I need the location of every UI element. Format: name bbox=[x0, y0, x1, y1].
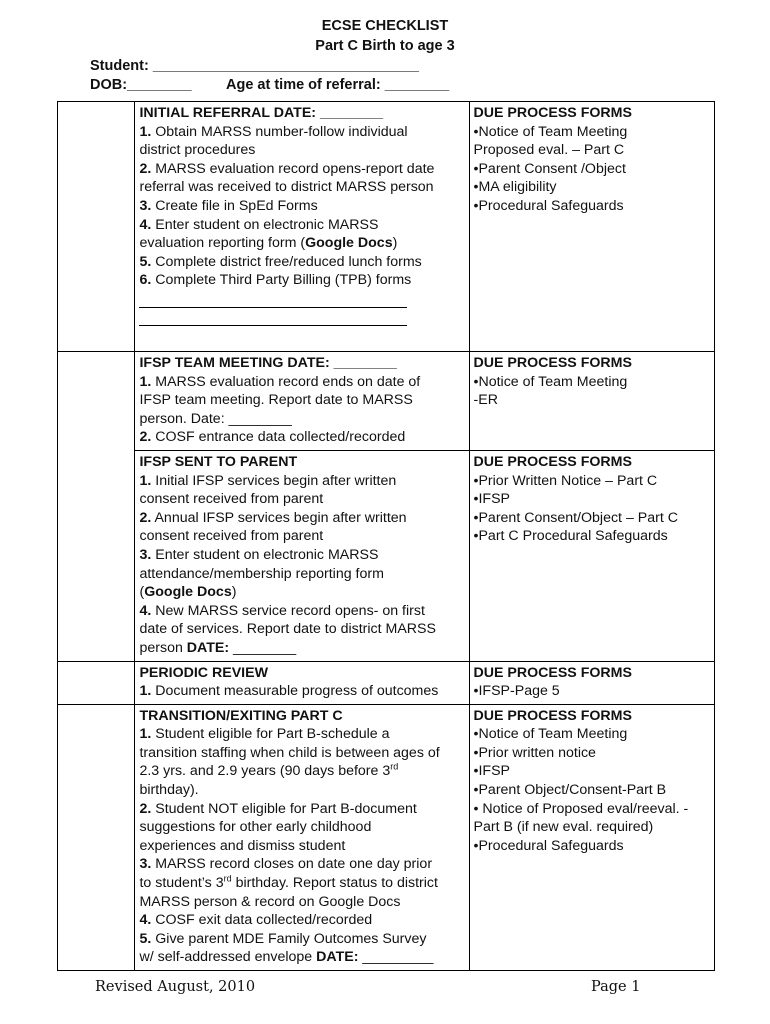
check-cell bbox=[58, 704, 135, 970]
step-item: 4. New MARSS service record opens- on first bbox=[139, 602, 425, 619]
section-heading: IFSP SENT TO PARENT bbox=[139, 453, 298, 470]
step-item: 5. Complete district free/reduced lunch forms bbox=[139, 253, 422, 270]
form-item: -ER bbox=[473, 392, 498, 409]
forms-heading: DUE PROCESS FORMS bbox=[473, 664, 632, 681]
step-item: 3. Create file in SpEd Forms bbox=[139, 197, 318, 214]
form-item: •MA eligibility bbox=[473, 179, 557, 196]
transition-forms bbox=[469, 704, 715, 970]
section-heading: IFSP TEAM MEETING DATE: ________ bbox=[139, 355, 397, 371]
step-item: 1. MARSS evaluation record ends on date of bbox=[139, 373, 421, 390]
step-text: consent received from parent bbox=[139, 491, 324, 508]
step-item: 1. Document measurable progress of outcomes bbox=[139, 683, 439, 700]
step-text: date of services. Report date to district MARSS bbox=[139, 621, 436, 638]
check-cell bbox=[58, 661, 135, 704]
step-item: 1. Initial IFSP services begin after written bbox=[139, 472, 397, 489]
ifsp-sent-steps bbox=[135, 450, 469, 661]
step-text: to student’s 3rd birthday. Report status to district bbox=[139, 873, 438, 892]
step-text: birthday). bbox=[139, 782, 199, 799]
form-item: •IFSP bbox=[473, 763, 511, 780]
step-item: 1. Student eligible for Part B-schedule a bbox=[139, 726, 390, 743]
checklist-table bbox=[57, 101, 715, 971]
step-text: 2.3 yrs. and 2.9 years (90 days before 3rd bbox=[139, 761, 399, 780]
step-text: person DATE: ________ bbox=[139, 639, 297, 656]
step-item: 3. Enter student on electronic MARSS bbox=[139, 546, 379, 563]
form-item: •Notice of Team Meeting bbox=[473, 726, 628, 743]
forms-heading: DUE PROCESS FORMS bbox=[473, 707, 632, 724]
forms-heading: DUE PROCESS FORMS bbox=[473, 105, 632, 121]
form-item: •Notice of Team Meeting bbox=[473, 123, 628, 140]
form-item: •Notice of Team Meeting bbox=[473, 373, 628, 390]
step-item: 4. COSF exit data collected/recorded bbox=[139, 912, 373, 929]
section-periodic-review bbox=[58, 661, 715, 704]
form-item: Part B (if new eval. required) bbox=[473, 819, 654, 836]
form-item: •Prior Written Notice – Part C bbox=[473, 472, 658, 489]
section-heading: PERIODIC REVIEW bbox=[139, 664, 268, 681]
ifsp-sent-forms bbox=[469, 450, 715, 661]
section-heading: INITIAL REFERRAL DATE: ________ bbox=[139, 105, 384, 121]
age-at-referral-field: Age at time of referral: ________ bbox=[226, 77, 450, 93]
step-item: 4. Enter student on electronic MARSS bbox=[139, 216, 379, 233]
step-text: IFSP team meeting. Report date to MARSS bbox=[139, 392, 413, 409]
step-item: 2. MARSS evaluation record opens-report date bbox=[139, 160, 435, 177]
form-item: •Prior written notice bbox=[473, 744, 596, 761]
step-text: evaluation reporting form (Google Docs) bbox=[139, 235, 398, 252]
document-title: ECSE CHECKLIST bbox=[321, 18, 449, 34]
check-cell bbox=[58, 102, 135, 352]
step-item: 6. Complete Third Party Billing (TPB) forms bbox=[139, 272, 412, 289]
periodic-review-steps bbox=[135, 661, 469, 704]
step-item: 1. Obtain MARSS number-follow individual bbox=[139, 123, 408, 140]
revised-date: Revised August, 2010 bbox=[95, 979, 256, 995]
forms-heading: DUE PROCESS FORMS bbox=[473, 355, 632, 371]
step-item: 5. Give parent MDE Family Outcomes Survey bbox=[139, 930, 427, 947]
section-heading: TRANSITION/EXITING PART C bbox=[139, 707, 343, 724]
document-subtitle: Part C Birth to age 3 bbox=[315, 38, 455, 54]
step-text: MARSS person & record on Google Docs bbox=[139, 893, 401, 910]
step-text: suggestions for other early childhood bbox=[139, 819, 372, 836]
form-item: •Part C Procedural Safeguards bbox=[473, 528, 668, 545]
section-ifsp-sent-to-parent bbox=[58, 450, 715, 661]
form-item: •Parent Object/Consent-Part B bbox=[473, 782, 667, 799]
form-item: •Parent Consent/Object – Part C bbox=[473, 509, 678, 526]
step-text: attendance/membership reporting form bbox=[139, 565, 384, 582]
transition-steps bbox=[135, 704, 469, 970]
forms-heading: DUE PROCESS FORMS bbox=[473, 453, 632, 470]
ifsp-meeting-steps bbox=[135, 352, 469, 451]
step-text: district procedures bbox=[139, 142, 256, 159]
student-field: Student: _________________________________ bbox=[90, 58, 419, 74]
step-text: experiences and dismiss student bbox=[139, 837, 346, 854]
step-text: consent received from parent bbox=[139, 528, 324, 545]
initial-referral-forms bbox=[469, 102, 715, 352]
step-text: w/ self-addressed envelope DATE: _________ bbox=[139, 949, 434, 966]
check-cell bbox=[58, 352, 135, 662]
dob-field: DOB:________ bbox=[90, 77, 192, 93]
initial-referral-steps bbox=[135, 102, 469, 352]
step-text: transition staffing when child is between ages of bbox=[139, 744, 440, 761]
form-item: •Procedural Safeguards bbox=[473, 837, 624, 854]
section-ifsp-team-meeting bbox=[58, 352, 715, 451]
blank-line bbox=[139, 308, 407, 326]
form-item: •IFSP bbox=[473, 491, 511, 508]
form-item: •Procedural Safeguards bbox=[473, 197, 624, 214]
step-item: 3. MARSS record closes on date one day prior bbox=[139, 856, 433, 873]
step-item: 2. Student NOT eligible for Part B-document bbox=[139, 800, 417, 817]
step-text: referral was received to district MARSS person bbox=[139, 179, 434, 196]
step-text: person. Date: ________ bbox=[139, 410, 292, 427]
step-text: (Google Docs) bbox=[139, 584, 237, 601]
form-item: •Parent Consent /Object bbox=[473, 160, 626, 177]
blank-line bbox=[139, 290, 407, 308]
periodic-review-forms bbox=[469, 661, 715, 704]
section-initial-referral bbox=[58, 102, 715, 352]
step-item: 2. Annual IFSP services begin after written bbox=[139, 509, 407, 526]
page-number: Page 1 bbox=[591, 979, 641, 995]
form-item: • Notice of Proposed eval/reeval. - bbox=[473, 800, 689, 817]
form-item: •IFSP-Page 5 bbox=[473, 683, 560, 700]
section-transition bbox=[58, 704, 715, 970]
form-item: Proposed eval. – Part C bbox=[473, 142, 625, 159]
ifsp-meeting-forms bbox=[469, 352, 715, 451]
step-item: 2. COSF entrance data collected/recorded bbox=[139, 429, 406, 446]
